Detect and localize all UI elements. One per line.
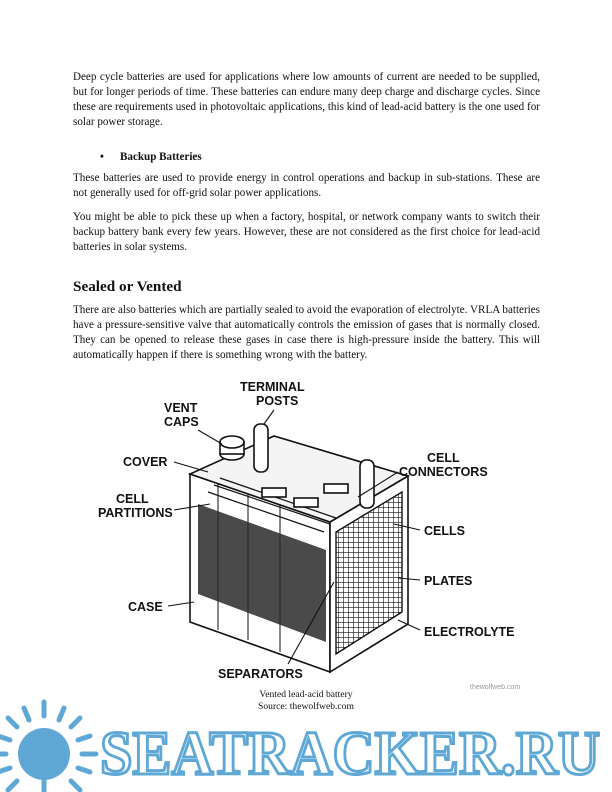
- label-cover: COVER: [123, 455, 168, 469]
- sealed-paragraph: There are also batteries which are partially sealed to avoid the evaporation of electrolyte. VRLA batteries have a pressure-sensitive valve that automatically controls the emission of gases that is normally closed. They can be opened to release these gases in case there is high-pressure inside the battery. This will automatically happen if there is something wrong with the battery.: [73, 304, 540, 362]
- deep-cycle-paragraph: Deep cycle batteries are used for applications where low amounts of current are needed to be supplied, but for longer periods of time. These batteries can endure many deep charge and discharge cycles. Since these are requirements used in photovoltaic applications, this kind of lead-acid battery is the one used for solar power storage.: [73, 71, 540, 129]
- backup-intro-paragraph: These batteries are used to provide energy in control operations and backup in sub-stations. These are not generally used for off-grid solar power applications.: [73, 172, 540, 200]
- label-cell-connectors-2: CONNECTORS: [399, 465, 488, 479]
- seatracker-watermark: [0, 696, 612, 792]
- bullet-label: Backup Batteries: [120, 151, 202, 163]
- label-vent-caps-2: CAPS: [164, 415, 199, 429]
- label-cells: CELLS: [424, 524, 465, 538]
- battery-diagram: [98, 372, 528, 690]
- label-cell-partitions-2: PARTITIONS: [98, 506, 173, 520]
- label-separators: SEPARATORS: [218, 667, 303, 681]
- label-electrolyte: ELECTROLYTE: [424, 625, 515, 639]
- section-heading-sealed-vented: Sealed or Vented: [73, 278, 182, 295]
- watermark-text: SEATRACKER.RU: [100, 720, 600, 788]
- label-terminal-posts-1: TERMINAL: [240, 380, 305, 394]
- label-cell-connectors-1: CELL: [427, 451, 460, 465]
- backup-batteries-bullet: [100, 150, 202, 165]
- sun-icon: [0, 702, 96, 792]
- label-cell-partitions-1: CELL: [116, 492, 149, 506]
- label-terminal-posts-2: POSTS: [256, 394, 299, 408]
- backup-pickup-paragraph: You might be able to pick these up when a factory, hospital, or network company wants to switch their backup battery bank every few years. However, these are not considered as the first choice for lead-acid batteries in solar systems.: [73, 211, 540, 254]
- label-case: CASE: [128, 600, 163, 614]
- label-vent-caps-1: VENT: [164, 401, 198, 415]
- image-credit: thewolfweb.com: [470, 684, 521, 690]
- figure-caption-source: Source: thewolfweb.com: [258, 701, 354, 712]
- figure-caption-title: Vented lead-acid battery: [259, 689, 353, 700]
- label-plates: PLATES: [424, 574, 473, 588]
- bullet-dot: •: [100, 151, 104, 163]
- battery-illustration: [190, 424, 408, 672]
